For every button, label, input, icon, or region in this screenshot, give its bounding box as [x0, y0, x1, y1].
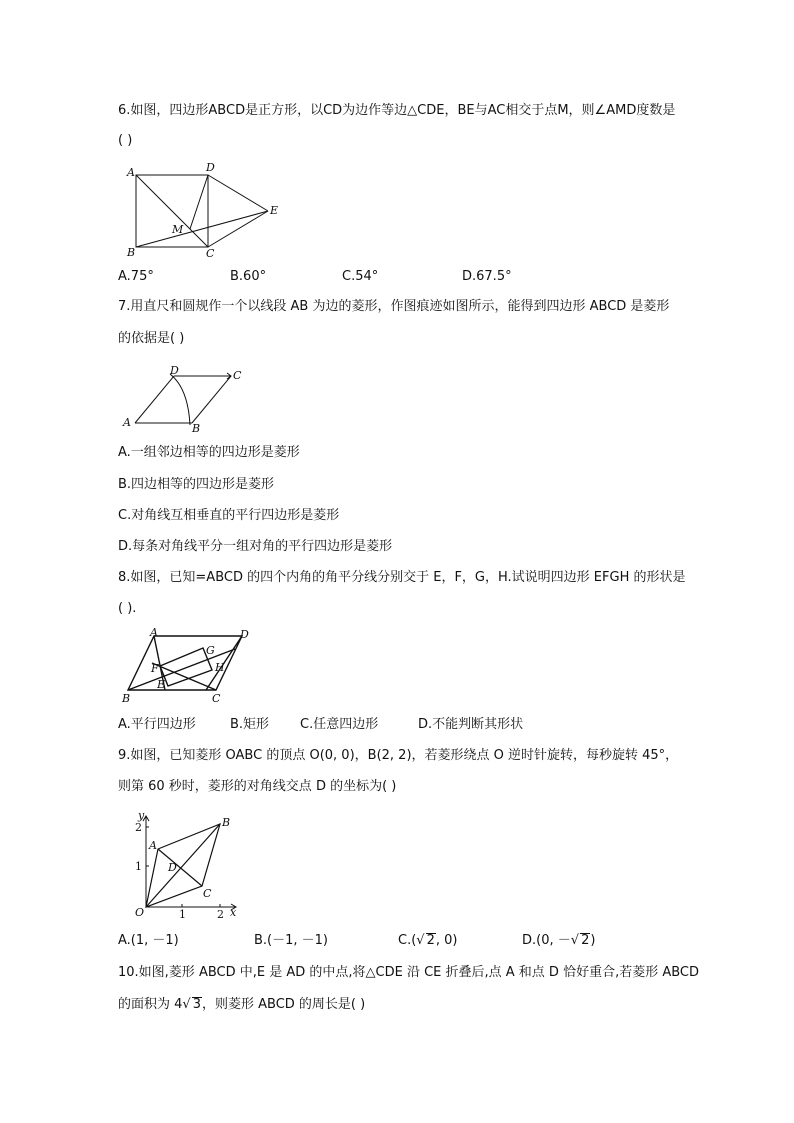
q8-option-b: B.矩形: [230, 717, 270, 732]
q10-stem-2: [118, 996, 365, 1014]
q7-label-a: A: [123, 416, 131, 429]
q9-option-d: [522, 932, 595, 950]
q9-option-d-radicand: 2: [581, 933, 590, 948]
q6-figure: [118, 160, 288, 260]
q6-label-e: E: [270, 204, 279, 217]
q9-option-c-pre: C.(: [398, 933, 417, 948]
q9-option-d-pre: D.(0, －: [522, 933, 571, 948]
q8-paren: ( ).: [118, 601, 137, 616]
q9-tick-x1: 1: [179, 908, 186, 921]
q7-stem: 7.用直尺和圆规作一个以线段 AB 为边的菱形，作图痕迹如图所示，能得到四边形 ABCD 是菱形: [118, 299, 670, 314]
q6-paren: ( ): [118, 133, 133, 148]
q9-option-c: [398, 932, 457, 950]
q8-label-d: D: [240, 628, 249, 641]
q8-label-e: E: [157, 678, 166, 691]
q7-label-c: C: [233, 369, 242, 382]
q10-stem-2-pre: 的面积为 4: [118, 997, 183, 1012]
q8-stem: 8.如图，已知=ABCD 的四个内角的角平分线分别交于 E，F，G，H.试说明四边形 EFGH 的形状是: [118, 570, 686, 585]
q9-label-y: y: [138, 809, 145, 822]
q8-label-f: F: [151, 662, 159, 675]
q10-stem-2-radicand: 3: [192, 997, 201, 1012]
q7-option-d: D.每条对角线平分一组对角的平行四边形是菱形: [118, 539, 393, 554]
q8-option-c: C.任意四边形: [300, 717, 379, 732]
q8-label-h: H: [215, 661, 225, 674]
q8-label-b: B: [122, 692, 131, 705]
q7-option-c: C.对角线互相垂直的平行四边形是菱形: [118, 508, 340, 523]
q6-label-a: A: [127, 166, 135, 179]
q9-label-a: A: [149, 839, 157, 852]
q7-option-b: B.四边相等的四边形是菱形: [118, 477, 275, 492]
q6-label-m: M: [172, 223, 184, 236]
q9-option-a: A.(1, －1): [118, 933, 179, 948]
q8-figure: [118, 626, 268, 708]
q6-option-d: D.67.5°: [462, 269, 512, 284]
q7-figure: [118, 362, 258, 434]
q7-label-b: B: [192, 422, 201, 435]
q6-label-c: C: [206, 247, 215, 260]
q8-label-c: C: [212, 692, 221, 705]
q6-label-d: D: [206, 161, 215, 174]
q9-label-d: D: [168, 861, 177, 874]
q9-label-o: O: [135, 906, 145, 919]
q9-label-c: C: [203, 887, 212, 900]
q6-option-b: B.60°: [230, 269, 267, 284]
q6-stem: 6.如图，四边形ABCD是正方形，以CD为边作等边△CDE，BE与AC相交于点M，则∠AMD度数是: [118, 103, 676, 118]
q9-stem: 9.如图，已知菱形 OABC 的顶点 O(0, 0)，B(2, 2)，若菱形绕点 O 逆时针旋转，每秒旋转 45°，: [118, 748, 679, 763]
q9-label-b: B: [222, 816, 231, 829]
q8-option-d: D.不能判断其形状: [418, 717, 524, 732]
q9-label-x: x: [230, 906, 237, 919]
sqrt-radical-icon: √: [182, 997, 191, 1012]
q8-option-a: A.平行四边形: [118, 717, 196, 732]
q8-label-g: G: [206, 644, 215, 657]
q7-label-d: D: [170, 364, 179, 377]
q9-tick-y2: 2: [135, 821, 142, 834]
q7-option-a: A.一组邻边相等的四边形是菱形: [118, 445, 300, 460]
q9-option-c-post: , 0): [435, 933, 458, 948]
q10-stem-2-post: ，则菱形 ABCD 的周长是( ): [201, 997, 366, 1012]
q6-option-c: C.54°: [342, 269, 379, 284]
q9-option-c-radicand: 2: [426, 933, 435, 948]
q9-tick-x2: 2: [217, 908, 224, 921]
q9-figure: [118, 808, 248, 920]
q6-label-b: B: [127, 246, 136, 259]
q8-label-a: A: [150, 626, 158, 639]
q10-stem: 10.如图,菱形 ABCD 中,E 是 AD 的中点,将△CDE 沿 CE 折叠后,点 A 和点 D 恰好重合,若菱形 ABCD: [118, 965, 700, 980]
q7-stem-2: 的依据是( ): [118, 331, 185, 346]
q9-stem-2: 则第 60 秒时，菱形的对角线交点 D 的坐标为( ): [118, 779, 397, 794]
q6-option-a: A.75°: [118, 269, 154, 284]
q9-option-b: B.(－1, －1): [254, 933, 329, 948]
q9-option-d-post: ): [590, 933, 596, 948]
q9-tick-y1: 1: [135, 860, 142, 873]
sqrt-radical-icon: √: [416, 933, 425, 948]
sqrt-radical-icon: √: [570, 933, 580, 948]
